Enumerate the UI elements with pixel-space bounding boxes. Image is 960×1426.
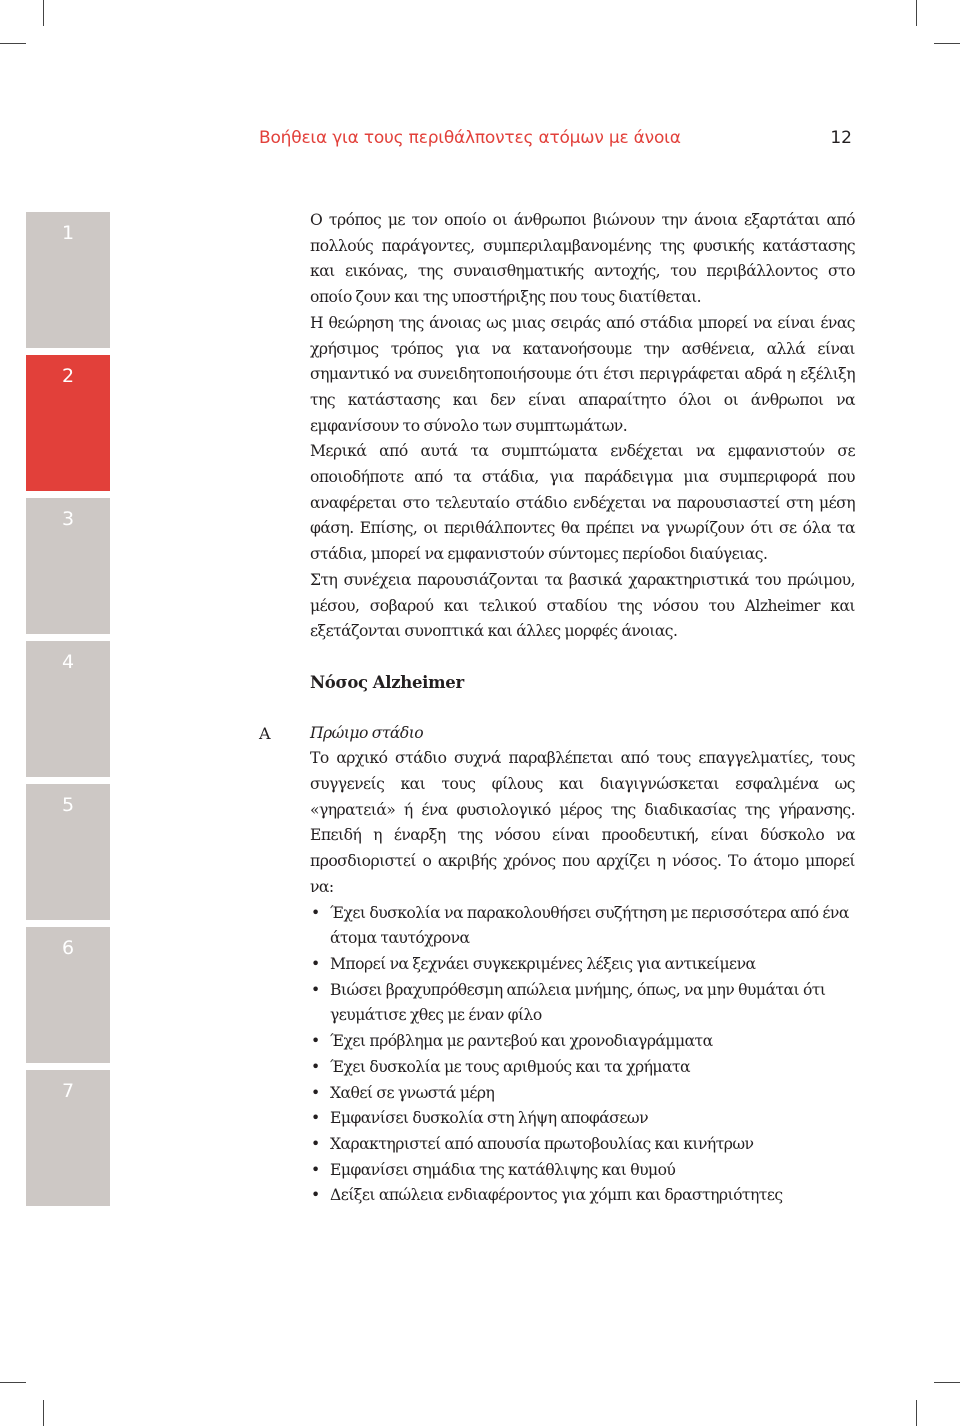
subsection-paragraph: Το αρχικό στάδιο συχνά παραβλέπεται από τους επαγγελματίες, τους συγγενείς και τους φίλους και διαγιγνώσκεται εσφαλμένα ως «γηρατειά» ή ένα φυσιολογικό μέρος της διαδικασίας της γήρανσης. Επειδή η έναρξη της νόσου είναι προοδευτική, είναι δύσκολο να προσδιοριστεί ο ακριβής χρόνος που αρχίζει η νόσος. Το άτομο μπορεί να: bbox=[310, 749, 855, 896]
intro-paragraph: Στη συνέχεια παρουσιάζονται τα βασικά χαρακτηριστικά του πρώιμου, μέσου, σοβαρού και τελικού σταδίου της νόσου του Alzheimer και εξετάζονται συνοπτικά και άλλες μορφές άνοιας. bbox=[310, 570, 855, 641]
intro-paragraph: Μερικά από αυτά τα συμπτώματα ενδέχεται να εμφανιστούν σε οποιοδήποτε από τα στάδια, για παράδειγμα μια συμπεριφορά που αναφέρεται στο τελευταίο στάδιο ενδέχεται να παρουσιαστεί στη μέση φάση. Επίσης, οι περιθάλποντες θα πρέπει να γνωρίζουν ότι σε όλα τα στάδια, μπορεί να εμφανιστούν σύντομες περίοδοι διαύγειας. bbox=[310, 442, 855, 564]
list-item: • Μπορεί να ξεχνάει συγκεκριμένες λέξεις για αντικείμενα bbox=[310, 952, 855, 978]
chapter-tabs bbox=[26, 212, 110, 1213]
crop-mark bbox=[0, 43, 26, 44]
list-item: • Βιώσει βραχυπρόθεσμη απώλεια μνήμης, όπως, να μην θυμάται ότι γευμάτισε χθες με έναν φίλο bbox=[310, 978, 855, 1029]
chapter-tab-7[interactable]: 7 bbox=[26, 1070, 110, 1206]
subsection-early-stage bbox=[259, 721, 855, 1209]
subsection-label: Α bbox=[259, 723, 271, 743]
crop-mark bbox=[934, 43, 960, 44]
section-heading: Νόσος Alzheimer bbox=[310, 672, 464, 692]
subsection-title: Πρώιμο στάδιο bbox=[310, 723, 424, 742]
crop-mark bbox=[916, 1400, 917, 1426]
chapter-tab-2[interactable]: 2 bbox=[26, 355, 110, 491]
list-item: • Χαθεί σε γνωστά μέρη bbox=[310, 1081, 855, 1107]
list-item: • Εμφανίσει σημάδια της κατάθλιψης και θυμού bbox=[310, 1158, 855, 1184]
intro-paragraph: Η θεώρηση της άνοιας ως μιας σειράς από στάδια μπορεί να είναι ένας χρήσιμος τρόπος για να κατανοήσουμε την ασθένεια, αλλά είναι σημαντικό να συνειδητοποιήσουμε ότι έτσι περιγράφεται αδρά η εξέλιξη της κατάστασης και δεν είναι απαραίτητο όλοι οι άνθρωποι να εμφανίσουν το σύνολο των συμπτωμάτων. bbox=[310, 313, 855, 435]
list-item: • Εμφανίσει δυσκολία στη λήψη αποφάσεων bbox=[310, 1106, 855, 1132]
chapter-tab-3[interactable]: 3 bbox=[26, 498, 110, 634]
crop-mark bbox=[43, 1400, 44, 1426]
chapter-tab-4[interactable]: 4 bbox=[26, 641, 110, 777]
list-item: • Έχει δυσκολία με τους αριθμούς και τα χρήματα bbox=[310, 1055, 855, 1081]
chapter-tab-1[interactable]: 1 bbox=[26, 212, 110, 348]
crop-mark bbox=[916, 0, 917, 26]
list-item: • Δείξει απώλεια ενδιαφέροντος για χόμπι και δραστηριότητες bbox=[310, 1183, 855, 1209]
symptom-list bbox=[310, 901, 855, 1209]
running-header-title: Βοήθεια για τους περιθάλποντες ατόμων με άνοια bbox=[259, 128, 681, 148]
crop-mark bbox=[0, 1382, 26, 1383]
chapter-tab-5[interactable]: 5 bbox=[26, 784, 110, 920]
intro-paragraph: Ο τρόπος με τον οποίο οι άνθρωποι βιώνουν την άνοια εξαρτάται από πολλούς παράγοντες, συμπεριλαμβανομένης της φυσικής κατάστασης και εικόνας, της συναισθηματικής αντοχής, του περιβάλλοντος στο οποίο ζουν και της υποστήριξης που τους διατίθεται. bbox=[310, 211, 855, 307]
list-item: • Έχει δυσκολία να παρακολουθήσει συζήτηση με περισσότερα από ένα άτομα ταυτόχρονα bbox=[310, 901, 855, 952]
chapter-tab-6[interactable]: 6 bbox=[26, 927, 110, 1063]
crop-mark bbox=[934, 1382, 960, 1383]
list-item: • Έχει πρόβλημα με ραντεβού και χρονοδιαγράμματα bbox=[310, 1029, 855, 1055]
list-item: • Χαρακτηριστεί από απουσία πρωτοβουλίας και κινήτρων bbox=[310, 1132, 855, 1158]
crop-mark bbox=[43, 0, 44, 26]
page-number: 12 bbox=[830, 128, 852, 148]
main-content bbox=[259, 208, 855, 1209]
